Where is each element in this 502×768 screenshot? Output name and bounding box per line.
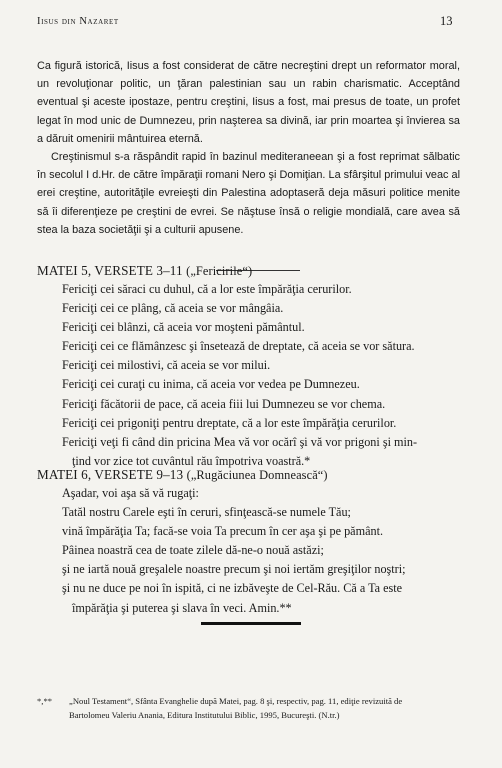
- section-divider-thick: [201, 622, 301, 625]
- intro-paragraph-1: Ca figură istorică, Iisus a fost considerat de către necreştini drept un reformator moral, un revoluţionar politic, un ţăran palestinian sau un rabin charismatic. Acceptând eventual şi aceste ipostaze, pentru creştini, Iisus a fost, mai presus de toate, un profet legat în mod unic de Dumnezeu, prin naşterea sa divină, iar prin moartea şi învierea sa a dăruit omenirii mântuirea eternă.: [37, 60, 460, 145]
- footnote-line-1: „Noul Testament“, Sfânta Evanghelie după Matei, pag. 8 şi, respectiv, pag. 11, ediţie revizuită de: [69, 696, 403, 706]
- section-title-sub: („Fericirile“): [186, 264, 253, 278]
- verse-line: Fericiţi veţi fi când din pricina Mea vă vor ocărî şi vă vor prigoni şi min-: [62, 434, 418, 449]
- prayer-line: Tatăl nostru Carele eşti în ceruri, sfinţească-se numele Tău;: [62, 505, 351, 520]
- verse-line: Fericiţi cei curaţi cu inima, că aceia vor vedea pe Dumnezeu.: [62, 377, 360, 392]
- section-lords-prayer: [37, 466, 467, 618]
- verse-line: Fericiţi cei săraci cu duhul, că a lor este împărăţia cerurilor.: [62, 282, 352, 296]
- intro-text: [37, 57, 460, 239]
- verse-line-continued: ţind vor zice tot cuvântul rău împotriva voastră.*: [72, 453, 311, 468]
- verse-line: Fericiţi cei prigoniţi pentru dreptate, că a lor este împărăţia cerurilor.: [62, 415, 397, 430]
- verse-line: Fericiţi cei milostivi, că aceia se vor milui.: [62, 358, 271, 373]
- section-title-sub: („Rugăciunea Domnească“): [186, 468, 328, 482]
- section-title-main: MATEI 5, VERSETE 3–11: [37, 263, 183, 278]
- verse-line: Fericiţi făcătorii de pace, că aceia fiii lui Dumnezeu se vor chema.: [62, 396, 386, 411]
- section-title-main: MATEI 6, VERSETE 9–13: [37, 467, 184, 482]
- footnote-line-2: Bartolomeu Valeriu Anania, Editura Institutului Biblic, 1995, Bucureşti. (N.tr.): [69, 710, 340, 720]
- running-title: Iisus din Nazaret: [37, 16, 119, 27]
- footnote-mark: *,**: [37, 696, 53, 706]
- verse-line: Fericiţi cei ce plâng, că aceia se vor mângâia.: [62, 301, 284, 316]
- prayer-line-continued: împărăţia şi puterea şi slava în veci. Amin.**: [72, 600, 292, 615]
- section-beatitudes: [37, 262, 467, 471]
- prayer-line: Pâinea noastră cea de toate zilele dă-ne-o nouă astăzi;: [62, 543, 324, 558]
- section-title: [37, 262, 467, 280]
- verse-line: Fericiţi cei ce flămânzesc şi însetează de dreptate, că aceia se vor sătura.: [62, 339, 415, 354]
- footnote: [37, 694, 467, 722]
- prayer-line: şi nu ne duce pe noi în ispită, ci ne izbăveşte de Cel-Rău. Că a Ta este: [62, 581, 403, 596]
- verse-line: Fericiţi cei blânzi, că aceia vor moşteni pământul.: [62, 320, 305, 335]
- prayer-line: şi ne iartă nouă greşalele noastre precum şi noi iertăm greşiţilor noştri;: [62, 562, 406, 577]
- page-number: 13: [440, 14, 453, 28]
- prayer-line: Aşadar, voi aşa să vă rugaţi:: [62, 486, 199, 500]
- intro-paragraph-2: Creştinismul s-a răspândit rapid în bazinul mediteraneean şi a fost reprimat sălbatic în secolul I d.Hr. de către împăraţii romani Nero şi Domiţian. La sfârşitul primului veac al erei creştine, autorităţile evreieşti din Palestina adoptaseră deja măsuri politice menite să îi diferenţieze pe creştini de evrei. Se năştuse însă o religie mondială, care avea să stea la baza societăţii şi a culturii apusene.: [37, 151, 460, 236]
- prayer-line: vină împărăţia Ta; facă-se voia Ta precum în cer aşa şi pe pământ.: [62, 524, 384, 539]
- section-title: [37, 466, 467, 484]
